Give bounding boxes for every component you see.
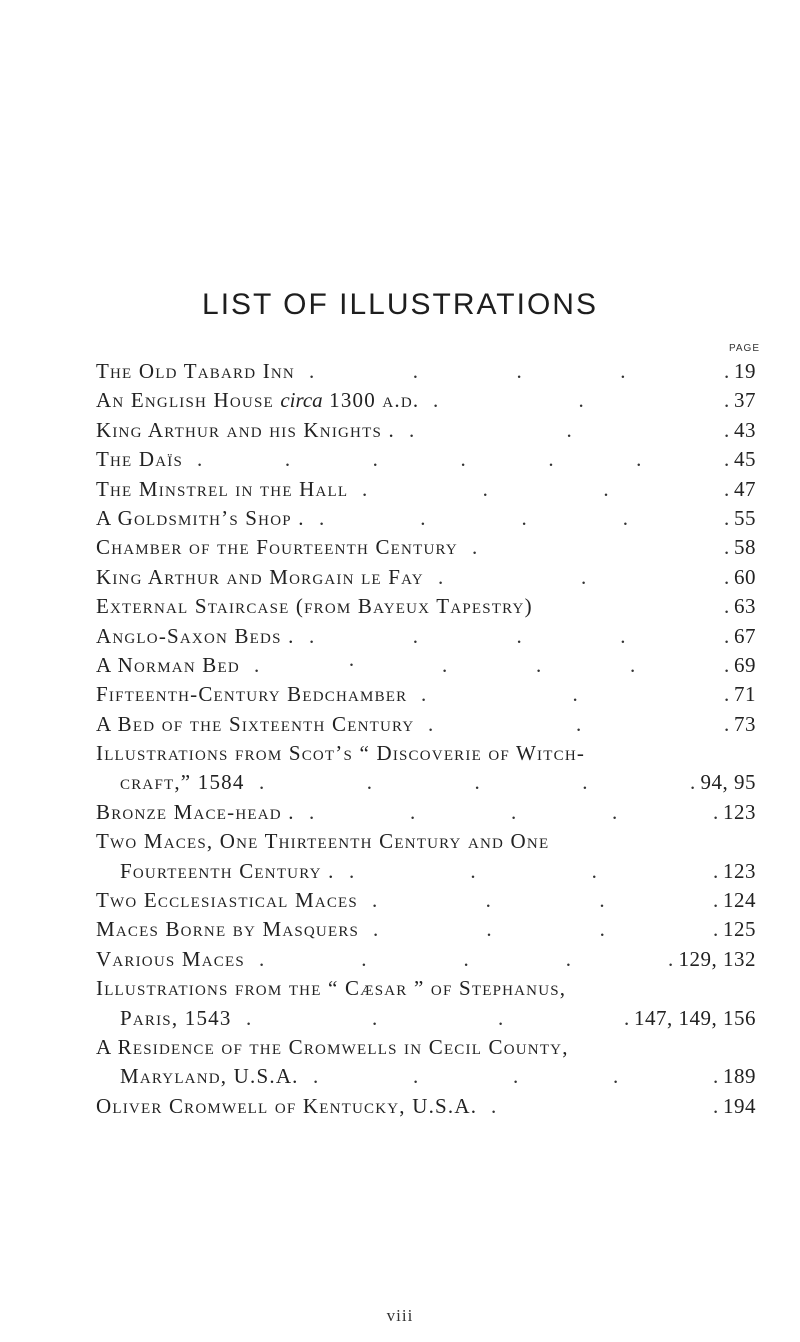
page-reference: 55 <box>734 505 756 530</box>
page-reference: 19 <box>734 359 756 383</box>
illustration-title: King Arthur and Morgain le Fay <box>96 564 424 589</box>
list-item: A Norman Bed . · . . . . 69 <box>96 651 756 680</box>
title-text: An English House <box>96 388 281 413</box>
page-reference: 194 <box>723 1093 756 1118</box>
illustration-title: Fifteenth-Century Bedchamber <box>96 682 408 707</box>
title-text: 1300 a.d. <box>322 388 420 413</box>
list-item <box>96 974 756 1003</box>
list-item <box>96 1033 756 1062</box>
list-item: The Old Tabard Inn . . . . . 19 <box>96 357 756 386</box>
page-reference: 63 <box>734 594 756 619</box>
illustration-title <box>96 386 419 415</box>
list-item: Paris, 1543 . . . . 147, 149, 156 <box>96 1004 756 1033</box>
illustration-title: The Daïs <box>96 447 184 472</box>
illustration-title: Illustrations from Scot’s “ Discoverie of Witch- <box>96 741 586 766</box>
illustrations-list <box>96 357 756 1121</box>
illustration-title: craft,” 1584 <box>120 770 245 795</box>
illustration-title: Maryland, U.S.A. <box>120 1064 299 1089</box>
page-reference: 43 <box>734 417 756 442</box>
page-reference: 94, 95 <box>700 770 756 795</box>
illustration-title: External Staircase (from Bayeux Tapestry) <box>96 594 533 619</box>
list-item: craft,” 1584 . . . . . 94, 95 <box>96 768 756 797</box>
list-item: A Goldsmith’s Shop . . . . . . 55 <box>96 504 756 533</box>
page-reference: 37 <box>734 388 756 413</box>
list-item <box>96 827 756 856</box>
list-item: A Bed of the Sixteenth Century . . . 73 <box>96 710 756 739</box>
illustration-title: Maces Borne by Masquers <box>96 917 360 942</box>
list-item: Various Maces . . . . . 129, 132 <box>96 945 756 974</box>
list-item: Fifteenth-Century Bedchamber . . . 71 <box>96 680 756 709</box>
illustration-title: Fourteenth Century . <box>120 858 335 883</box>
page-reference: 69 <box>734 652 756 677</box>
list-item: An English House circa 1300 a.d. . . . 37 <box>96 386 756 415</box>
page-reference: 58 <box>734 535 756 560</box>
page-reference: 47 <box>734 476 756 501</box>
illustration-title: A Norman Bed <box>96 652 240 677</box>
illustration-title: Two Maces, One Thirteenth Century and One <box>96 829 550 854</box>
page-reference: 67 <box>734 623 756 648</box>
illustration-title: King Arthur and his Knights . <box>96 417 395 442</box>
list-item: Chamber of the Fourteenth Century . . 58 <box>96 533 756 562</box>
list-item: Fourteenth Century . . . . . 123 <box>96 857 756 886</box>
page-reference: 123 <box>723 799 756 824</box>
list-item: Bronze Mace-head . . . . . . 123 <box>96 798 756 827</box>
list-item: External Staircase (from Bayeux Tapestry) . 63 <box>96 592 756 621</box>
page-reference: 189 <box>723 1064 756 1089</box>
illustration-title: A Goldsmith’s Shop . <box>96 505 305 530</box>
list-item: Anglo-Saxon Beds . . . . . . 67 <box>96 622 756 651</box>
illustration-title: The Minstrel in the Hall <box>96 476 349 501</box>
page-number: viii <box>386 1306 414 1325</box>
illustration-title: Illustrations from the “ Cæsar ” of Stephanus, <box>96 976 567 1001</box>
list-item <box>96 739 756 768</box>
list-item: King Arthur and his Knights . . . . 43 <box>96 416 756 445</box>
page-column-heading: PAGE <box>728 343 760 354</box>
page-reference: 123 <box>723 858 756 883</box>
list-item: The Minstrel in the Hall . . . . 47 <box>96 475 756 504</box>
list-item: King Arthur and Morgain le Fay . . . 60 <box>96 563 756 592</box>
page-title: LIST OF ILLUSTRATIONS <box>202 288 598 321</box>
list-item: The Daïs . . . . . . . 45 <box>96 445 756 474</box>
page-reference: 60 <box>734 564 756 589</box>
illustration-title: A Bed of the Sixteenth Century <box>96 711 415 736</box>
illustration-title: Chamber of the Fourteenth Century <box>96 535 458 560</box>
page-reference: 129, 132 <box>678 946 756 971</box>
illustration-title: The Old Tabard Inn <box>96 359 295 383</box>
list-item: Two Ecclesiastical Maces . . . . 124 <box>96 886 756 915</box>
list-item: Oliver Cromwell of Kentucky, U.S.A. . . 194 <box>96 1092 756 1121</box>
illustration-title: Two Ecclesiastical Maces <box>96 888 358 913</box>
title-italic-text: circa <box>280 388 323 413</box>
list-item: Maces Borne by Masquers . . . . 125 <box>96 915 756 944</box>
illustration-title: Paris, 1543 <box>120 1005 232 1030</box>
page-reference: 71 <box>734 682 756 707</box>
page-reference: 124 <box>723 888 756 913</box>
page-reference: 73 <box>734 711 756 736</box>
illustration-title: Various Maces <box>96 946 245 971</box>
illustration-title: A Residence of the Cromwells in Cecil County, <box>96 1034 569 1059</box>
page-reference: 45 <box>734 447 756 472</box>
illustration-title: Oliver Cromwell of Kentucky, U.S.A. <box>96 1093 478 1118</box>
illustration-title: Bronze Mace-head . <box>96 799 295 824</box>
list-item: Maryland, U.S.A. . . . . . 189 <box>96 1062 756 1091</box>
illustration-title: Anglo-Saxon Beds . <box>96 623 295 648</box>
page-reference: 147, 149, 156 <box>634 1005 756 1030</box>
page-reference: 125 <box>723 917 756 942</box>
